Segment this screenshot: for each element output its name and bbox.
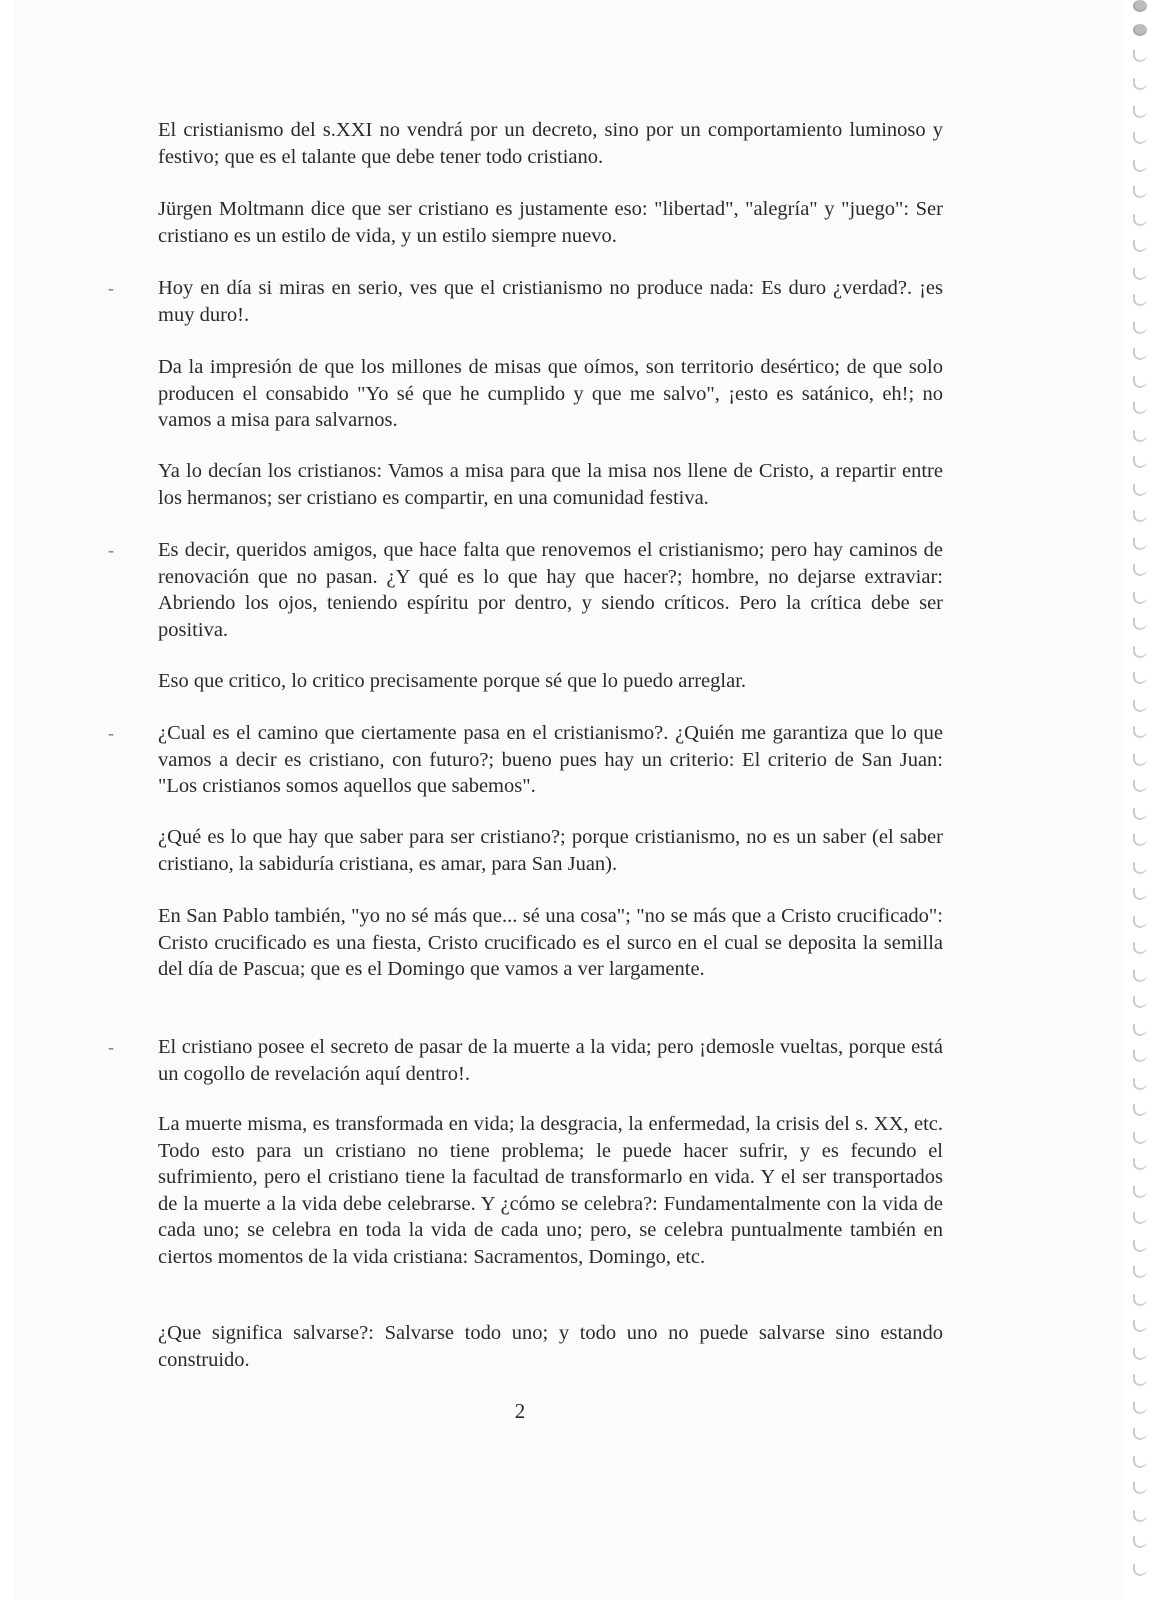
paragraph-4 xyxy=(158,354,943,434)
binding-hole xyxy=(1133,1294,1147,1306)
binding-hole xyxy=(1133,240,1147,252)
binding-hole xyxy=(1133,1132,1147,1144)
list-dash: - xyxy=(108,1037,114,1057)
paragraph-text: ¿Cual es el camino que ciertamente pasa en el cristianismo?. ¿Quién me garantiza que lo que vamos a decir es cristiano, con futuro?; bueno pues hay un criterio: El criterio de San Juan: "Los cristianos somos aquellos que sabemos". xyxy=(158,722,943,797)
paragraph-12 xyxy=(158,1111,943,1270)
binding-hole xyxy=(1133,1510,1147,1522)
binding-hole xyxy=(1133,996,1147,1008)
binding-holes xyxy=(1117,0,1147,1600)
binding-hole xyxy=(1133,456,1147,468)
binding-hole xyxy=(1133,538,1147,550)
binding-hole xyxy=(1133,50,1147,62)
paragraph-9 xyxy=(158,824,943,877)
binding-hole xyxy=(1133,1428,1147,1440)
binding-hole xyxy=(1133,754,1147,766)
binding-hole xyxy=(1133,0,1147,12)
binding-hole xyxy=(1133,1078,1147,1090)
binding-hole xyxy=(1133,376,1147,388)
binding-hole xyxy=(1133,1186,1147,1198)
binding-hole xyxy=(1133,1266,1147,1278)
binding-hole xyxy=(1133,672,1147,684)
paragraph-3 xyxy=(108,275,943,328)
page-number: 2 xyxy=(514,1399,526,1423)
binding-hole xyxy=(1133,322,1147,334)
binding-hole xyxy=(1133,1240,1147,1252)
binding-hole xyxy=(1133,1536,1147,1548)
binding-hole xyxy=(1133,1212,1147,1224)
binding-hole xyxy=(1133,268,1147,280)
binding-hole xyxy=(1133,726,1147,738)
binding-hole xyxy=(1133,1104,1147,1116)
binding-hole xyxy=(1133,1050,1147,1062)
paragraph-7 xyxy=(158,668,943,695)
paragraph-8 xyxy=(108,720,943,800)
binding-hole xyxy=(1133,1456,1147,1468)
binding-hole xyxy=(1133,510,1147,522)
binding-hole xyxy=(1133,186,1147,198)
binding-hole xyxy=(1133,862,1147,874)
binding-hole xyxy=(1133,970,1147,982)
paragraph-text: Ya lo decían los cristianos: Vamos a misa para que la misa nos llene de Cristo, a repartir entre los hermanos; ser cristiano es compartir, en una comunidad festiva. xyxy=(158,460,943,509)
binding-hole xyxy=(1133,592,1147,604)
binding-hole xyxy=(1133,916,1147,928)
binding-hole xyxy=(1133,160,1147,172)
paragraph-2 xyxy=(158,196,943,249)
list-dash: - xyxy=(108,540,114,560)
binding-hole xyxy=(1133,1564,1147,1576)
binding-hole xyxy=(1133,808,1147,820)
paragraph-text: Jürgen Moltmann dice que ser cristiano es justamente eso: "libertad", "alegría" y "juego": Ser cristiano es un estilo de vida, y un estilo siempre nuevo. xyxy=(158,198,943,247)
binding-hole xyxy=(1133,24,1147,36)
paragraph-text: ¿Qué es lo que hay que saber para ser cristiano?; porque cristianismo, no es un saber (el saber cristiano, la sabiduría cristiana, es amar, para San Juan). xyxy=(158,826,943,875)
binding-hole xyxy=(1133,888,1147,900)
binding-hole xyxy=(1133,430,1147,442)
binding-hole xyxy=(1133,132,1147,144)
paragraph-13 xyxy=(158,1320,943,1373)
binding-hole xyxy=(1133,618,1147,630)
paragraph-11 xyxy=(108,1034,943,1087)
binding-hole xyxy=(1133,402,1147,414)
paragraph-text: En San Pablo también, "yo no sé más que... sé una cosa"; "no se más que a Cristo crucificado": Cristo crucificado es una fiesta, Cristo crucificado es el surco en el cual se deposita la semilla del día de Pascua; que es el Domingo que vamos a ver largamente. xyxy=(158,905,943,980)
paragraph-10 xyxy=(158,903,943,983)
binding-hole xyxy=(1133,646,1147,658)
binding-hole xyxy=(1133,106,1147,118)
paragraph-text: Hoy en día si miras en serio, ves que el cristianismo no produce nada: Es duro ¿verdad?. ¡es muy duro!. xyxy=(158,277,943,326)
paragraph-6 xyxy=(108,537,943,643)
list-dash: - xyxy=(108,723,114,743)
binding-hole xyxy=(1133,484,1147,496)
binding-hole xyxy=(1133,700,1147,712)
binding-hole xyxy=(1133,78,1147,90)
binding-hole xyxy=(1133,1348,1147,1360)
binding-hole xyxy=(1133,780,1147,792)
paragraph-text: La muerte misma, es transformada en vida; la desgracia, la enfermedad, la crisis del s. XX, etc. Todo esto para un cristiano no tiene problema; le puede hacer sufrir, y es fecundo el sufrimiento, pero el cristiano tiene la facultad de transformarlo en vida. Y el ser transportados de la muerte a la vida debe celebrarse. Y ¿cómo se celebra?: Fundamentalmente con la vida de cada uno; se celebra en toda la vida de cada uno; pero, se celebra puntualmente también en ciertos momentos de la vida cristiana: Sacramentos, Domingo, etc. xyxy=(158,1113,943,1268)
binding-hole xyxy=(1133,942,1147,954)
paragraph-text: Es decir, queridos amigos, que hace falta que renovemos el cristianismo; pero hay caminos de renovación que no pasan. ¿Y qué es lo que hay que hacer?; hombre, no dejarse extraviar: Abriendo los ojos, teniendo espíritu por dentro, y siendo críticos. Pero la crítica debe ser positiva. xyxy=(158,539,943,641)
binding-hole xyxy=(1133,1320,1147,1332)
binding-hole xyxy=(1133,834,1147,846)
binding-hole xyxy=(1133,1402,1147,1414)
list-dash: - xyxy=(108,278,114,298)
binding-hole xyxy=(1133,1482,1147,1494)
binding-hole xyxy=(1133,214,1147,226)
binding-hole xyxy=(1133,564,1147,576)
paragraph-text: El cristiano posee el secreto de pasar de la muerte a la vida; pero ¡demosle vueltas, porque está un cogollo de revelación aquí dentro!. xyxy=(158,1036,943,1085)
binding-hole xyxy=(1133,1374,1147,1386)
paragraph-1 xyxy=(158,117,943,170)
binding-hole xyxy=(1133,348,1147,360)
paragraph-text: El cristianismo del s.XXI no vendrá por un decreto, sino por un comportamiento luminoso y festivo; que es el talante que debe tener todo cristiano. xyxy=(158,119,943,168)
paragraph-text: Eso que critico, lo critico precisamente porque sé que lo puedo arreglar. xyxy=(158,670,747,692)
binding-hole xyxy=(1133,294,1147,306)
binding-hole xyxy=(1133,1158,1147,1170)
binding-hole xyxy=(1133,1024,1147,1036)
paragraph-text: Da la impresión de que los millones de misas que oímos, son territorio desértico; de que solo producen el consabido "Yo sé que he cumplido y que me salvo", ¡esto es satánico, eh!; no vamos a misa para salvarnos. xyxy=(158,356,943,431)
paragraph-5 xyxy=(158,458,943,511)
paragraph-text: ¿Que significa salvarse?: Salvarse todo uno; y todo uno no puede salvarse sino estando construido. xyxy=(158,1322,943,1371)
